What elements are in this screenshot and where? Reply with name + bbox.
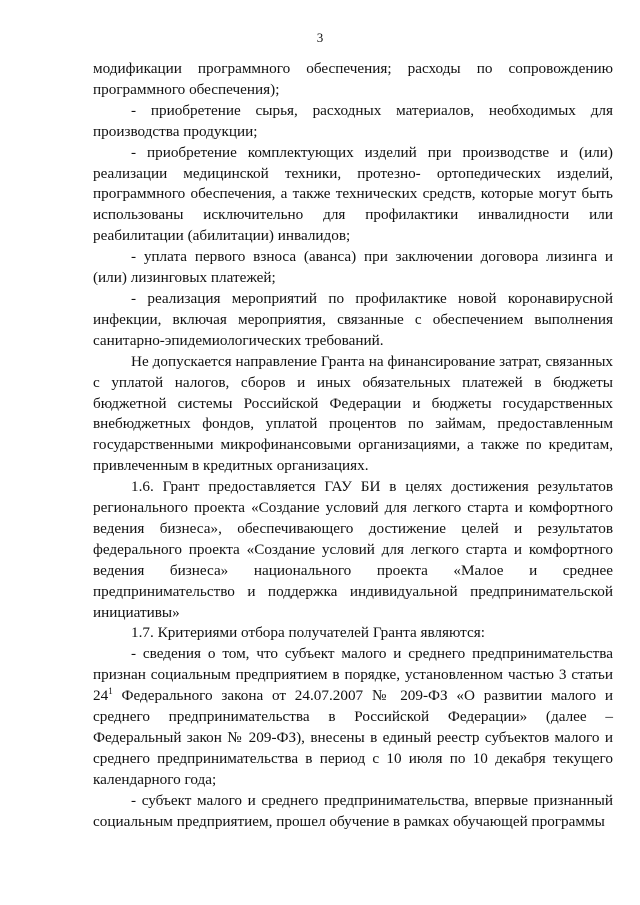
paragraph-software-expenses: модификации программного обеспечения; расходы по сопровождению программного обеспечения); [93,60,613,98]
article-superscript: 1 [108,686,113,697]
paragraph-raw-materials: - приобретение сырья, расходных материалов, необходимых для производства продукции; [93,101,613,140]
page-number: 3 [316,30,324,45]
paragraph-section-1-6: 1.6. Грант предоставляется ГАУ БИ в целях достижения результатов регионального проекта «Создание условий для легкого старта и комфортного ведения бизнеса», обеспечивающего достижение целей и результатов федерального проекта «Создание условий для легкого старта и комфортного ведения бизнеса» национального проекта «Малое и среднее предпринимательство и поддержка индивидуальной предпринимательской инициативы» [93,478,613,621]
paragraph-components: - приобретение комплектующих изделий при производстве и (или) реализации медицинской техники, протезно- ортопедических изделий, программного обеспечения, а также технических средств, которые могут быть использованы исключительно для профилактики инвалидности или реабилитации (абилитации) инвалидов; [93,143,613,245]
criteria-text-end: Федерального закона от 24.07.2007 № 209-ФЗ «О развитии малого и среднего предпринимательства в Российской Федерации» (далее – Федеральный закон № 209-ФЗ), внесены в единый реестр субъектов малого и среднего предпринимательства в период с 10 июля по 10 декабря текущего календарного года; [93,687,613,788]
paragraph-not-allowed: Не допускается направление Гранта на финансирование затрат, связанных с уплатой налогов, сборов и иных обязательных платежей в бюджеты бюджетной системы Российской Федерации и бюджеты государственных внебюджетных фондов, уплатой процентов по займам, предоставленным государственными микрофинансовыми организациями, а также по кредитам, привлеченным в кредитных организациях. [93,352,613,475]
paragraph-coronavirus: - реализация мероприятий по профилактике новой коронавирусной инфекции, включая мероприятия, связанные с обеспечением выполнения санитарно-эпидемиологических требований. [93,289,613,349]
criteria-text-start: - сведения о том, что субъект малого и среднего предпринимательства признан социальным предприятием в порядке, установленном частью 3 статьи 24 [93,645,613,705]
paragraph-criteria-training: - субъект малого и среднего предпринимательства, впервые признанный социальным предприятием, прошел обучение в рамках обучающей программы [93,791,613,830]
paragraph-criteria-social-enterprise [93,644,613,790]
paragraph-leasing: - уплата первого взноса (аванса) при заключении договора лизинга и (или) лизинговых платежей; [93,248,613,287]
paragraph-section-1-7: 1.7. Критериями отбора получателей Гранта являются: [131,624,485,642]
page-body [93,59,613,833]
